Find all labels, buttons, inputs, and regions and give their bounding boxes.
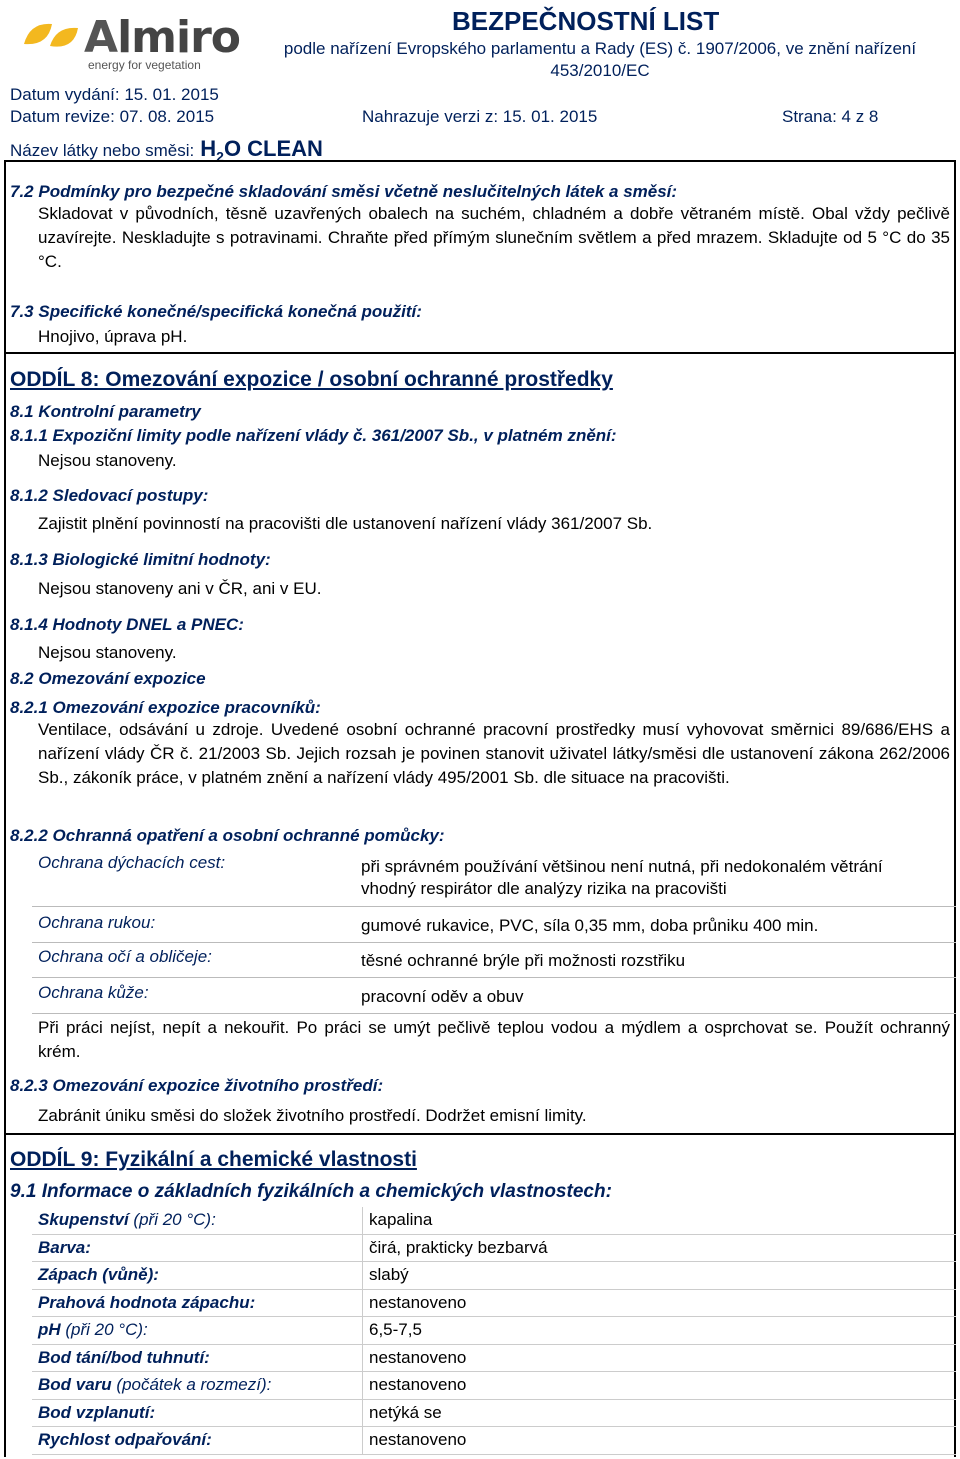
company-logo (22, 12, 241, 72)
ppe-value-eyes: těsné ochranné brýle při možnosti rozstřiku (361, 951, 686, 970)
ppe-label-hands: Ochrana rukou: (38, 913, 156, 932)
text-8-1-4: Nejsou stanoveny. (38, 643, 177, 662)
heading-8-1-1: 8.1.1 Expoziční limity podle nařízení vlády č. 361/2007 Sb., v platném znění: (10, 426, 617, 445)
property-value: nestanoveno (363, 1372, 957, 1400)
document-subtitle: podle nařízení Evropského parlamentu a Rady (ES) č. 1907/2006, ve znění nařízení 453/2010/EC (283, 39, 917, 80)
property-label (32, 1262, 363, 1290)
property-label (32, 1427, 363, 1455)
label-text: Zápach (vůně): (38, 1265, 159, 1285)
properties-table (32, 1207, 956, 1455)
table-row (32, 1372, 956, 1400)
label-text: Bod vzplanutí: (38, 1402, 156, 1422)
ppe-label-skin: Ochrana kůže: (38, 983, 149, 1002)
section-8-title: ODDÍL 8: Omezování expozice / osobní ochranné prostředky (10, 368, 613, 391)
ppe-label-respiratory: Ochrana dýchacích cest: (38, 853, 226, 872)
section-9-title: ODDÍL 9: Fyzikální a chemické vlastnosti (10, 1148, 417, 1171)
heading-8-1-2: 8.1.2 Sledovací postupy: (10, 486, 209, 505)
property-label (32, 1234, 363, 1262)
heading-8-2-3: 8.2.3 Omezování expozice životního prostředí: (10, 1076, 384, 1095)
ppe-note: Při práci nejíst, nepít a nekouřit. Po práci se umýt pečlivě teplou vodou a mýdlem a osprchovat se. Použít ochranný krém. (38, 1018, 950, 1061)
label-text: Prahová hodnota zápachu: (38, 1292, 256, 1312)
product-name-part: H (200, 136, 217, 161)
property-label (32, 1207, 363, 1234)
row-divider (32, 906, 956, 907)
label-note: (počátek a rozmezí): (111, 1375, 272, 1395)
property-label (32, 1372, 363, 1400)
label-text: Bod varu (38, 1375, 112, 1395)
label-text: Rychlost odpařování: (38, 1430, 212, 1450)
property-label (32, 1344, 363, 1372)
leaf-logo-icon (22, 16, 82, 66)
page-number: Strana: 4 z 8 (782, 107, 879, 126)
ppe-value-skin: pracovní oděv a obuv (361, 987, 524, 1006)
property-label (32, 1399, 363, 1427)
issue-date: Datum vydání: 15. 01. 2015 (10, 85, 219, 104)
row-divider (32, 1013, 956, 1014)
table-row (32, 1317, 956, 1345)
replaces-version: Nahrazuje verzi z: 15. 01. 2015 (362, 107, 598, 126)
product-name (200, 136, 323, 165)
table-row (32, 1344, 956, 1372)
table-row (32, 1399, 956, 1427)
product-name-subscript: 2 (216, 148, 224, 165)
text-8-2-3: Zabránit úniku směsi do složek životního prostředí. Dodržet emisní limity. (38, 1106, 587, 1125)
table-row (32, 1262, 956, 1290)
heading-7-2: 7.2 Podmínky pro bezpečné skladování směsi včetně neslučitelných látek a směsí: (10, 182, 678, 201)
section-divider (4, 352, 956, 354)
property-value: netýká se (363, 1399, 957, 1427)
heading-8-2: 8.2 Omezování expozice (10, 669, 206, 688)
ppe-label-eyes: Ochrana očí a obličeje: (38, 947, 212, 966)
row-divider (32, 942, 956, 943)
text-7-2: Skladovat v původních, těsně uzavřených obalech na suchém, chladném a dobře větraném místě. Obal vždy pečlivě uzavírejte. Neskladujte s potravinami. Chraňte před přímým slunečním světlem a před mrazem. Skladujte od 5 °C do 35 °C. (38, 204, 950, 271)
document-title: BEZPEČNOSTNÍ LIST (452, 6, 720, 36)
property-value: nestanoveno (363, 1289, 957, 1317)
property-value: slabý (363, 1262, 957, 1290)
text-8-1-2: Zajistit plnění povinností na pracovišti dle ustanovení nařízení vlády 361/2007 Sb. (38, 514, 653, 533)
logo-tagline: energy for vegetation (88, 58, 201, 72)
table-row (32, 1207, 956, 1234)
heading-8-1-4: 8.1.4 Hodnoty DNEL a PNEC: (10, 615, 244, 634)
heading-9-1: 9.1 Informace o základních fyzikálních a chemických vlastnostech: (10, 1181, 612, 1202)
text-8-2-1: Ventilace, odsávání u zdroje. Uvedené osobní ochranné pracovní prostředky musí vyhovovat směrnici 89/686/EHS a nařízení vlády ČR č. 21/2003 Sb. Jejich rozsah je povinen stanovit uživatel látky/směsi dle ustanovení zákona 262/2006 Sb., zákoník práce, v platném znění a nařízení vlády 495/2001 Sb. dle situace na pracovišti. (38, 720, 950, 787)
ppe-value-hands: gumové rukavice, PVC, síla 0,35 mm, doba průniku 400 min. (361, 916, 819, 935)
label-text: Barva: (38, 1237, 91, 1257)
heading-8-1-3: 8.1.3 Biologické limitní hodnoty: (10, 550, 271, 569)
label-note: (při 20 °C): (128, 1210, 216, 1230)
logo-wordmark: Almiro (84, 12, 241, 63)
product-label: Název látky nebo směsi: (10, 141, 195, 160)
property-value: čirá, prakticky bezbarvá (363, 1234, 957, 1262)
label-text: pH (38, 1320, 61, 1340)
property-label (32, 1289, 363, 1317)
heading-7-3: 7.3 Specifické konečné/specifická konečná použití: (10, 302, 422, 321)
table-row (32, 1427, 956, 1455)
heading-8-1: 8.1 Kontrolní parametry (10, 402, 201, 421)
label-text: Bod tání/bod tuhnutí: (38, 1347, 210, 1367)
table-row (32, 1289, 956, 1317)
heading-8-2-1: 8.2.1 Omezování expozice pracovníků: (10, 698, 321, 717)
product-name-part: O CLEAN (223, 136, 323, 161)
property-value: kapalina (363, 1207, 957, 1234)
revision-date: Datum revize: 07. 08. 2015 (10, 107, 215, 126)
label-note: (při 20 °C): (60, 1320, 148, 1340)
section-divider (4, 1133, 956, 1135)
text-7-3: Hnojivo, úprava pH. (38, 327, 188, 346)
text-8-1-3: Nejsou stanoveny ani v ČR, ani v EU. (38, 579, 322, 598)
property-value: nestanoveno (363, 1344, 957, 1372)
row-divider (32, 977, 956, 978)
property-value: nestanoveno (363, 1427, 957, 1455)
table-row (32, 1234, 956, 1262)
property-label (32, 1317, 363, 1345)
text-8-1-1: Nejsou stanoveny. (38, 451, 177, 470)
label-text: Skupenství (38, 1210, 129, 1230)
heading-8-2-2: 8.2.2 Ochranná opatření a osobní ochranné pomůcky: (10, 826, 445, 845)
ppe-value-respiratory: při správném používání většinou není nutná, při nedokonalém větrání vhodný respirátor dle analýzy rizika na pracovišti (361, 857, 883, 898)
property-value: 6,5-7,5 (363, 1317, 957, 1345)
